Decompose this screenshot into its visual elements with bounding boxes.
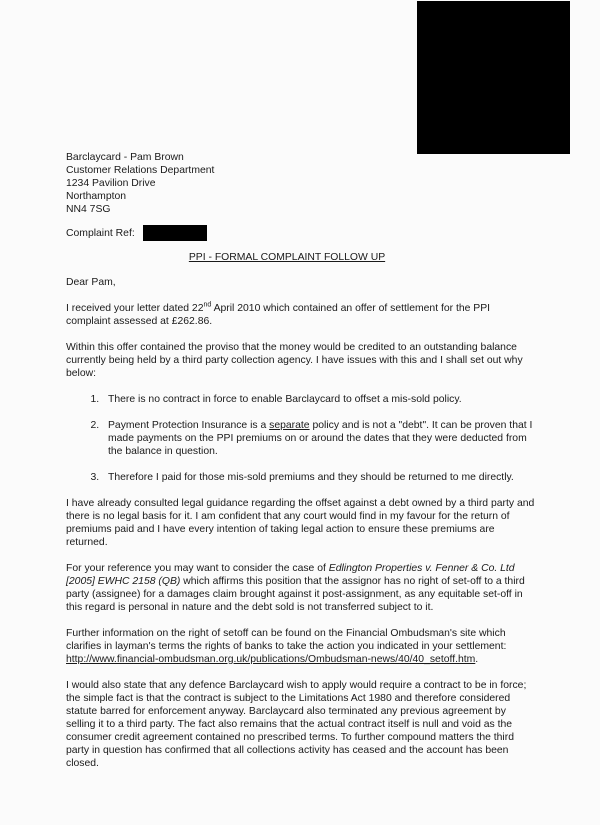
paragraph-6: I would also state that any defence Barclaycard wish to apply would require a contract to be in force; the simple fact is that the contract is subject to the Limitations Act 1980 and therefore considered statute barred for enforcement anyway. Barclaycard also terminated any previous agreement by selling it to a third party. The fact also remains that the actual contract itself is null and void as the consumer credit agreement contained no prescribed terms. To further compound matters the third party in question has confirmed that all collections activity has ceased and the account has been closed. bbox=[66, 680, 527, 769]
list-item bbox=[102, 419, 536, 458]
issues-list bbox=[66, 393, 536, 484]
subject-heading: PPI - FORMAL COMPLAINT FOLLOW UP bbox=[188, 252, 386, 263]
salutation: Dear Pam, bbox=[66, 277, 116, 288]
redacted-block bbox=[417, 1, 570, 154]
p4-text-b: which affirms this position that the assignor has no right of set-off to a third party (assignee) for a damages claim brought against it post-assignment, as any equitable set-off in this regard is personal in nature and the debt sold is not transferred subject to it. bbox=[66, 576, 525, 613]
p5-text-a: Further information on the right of setoff can be found on the Financial Ombudsman's site which clarifies in layman's terms the rights of banks to take the action you indicated in your settlement: bbox=[66, 628, 507, 652]
paragraph-1 bbox=[66, 302, 536, 328]
item2-underlined: separate bbox=[269, 420, 310, 431]
redacted-ref bbox=[143, 225, 207, 241]
item2-text-a: Payment Protection Insurance is a bbox=[108, 420, 270, 431]
p4-text-a: For your reference you may want to consider the case of bbox=[66, 563, 329, 574]
letter-body bbox=[66, 276, 536, 783]
complaint-ref-label: Complaint Ref: bbox=[66, 227, 135, 239]
paragraph-2: Within this offer contained the proviso that the money would be credited to an outstanding balance currently being held by a third party collection agency. I have issues with this and I shall set out why below: bbox=[66, 342, 523, 379]
address-line: Customer Relations Department bbox=[66, 165, 215, 176]
case-citation: Edlington Properties v. Fenner & Co. Ltd [2005] EWHC 2158 (QB) bbox=[66, 563, 515, 587]
list-item: 3. Therefore I paid for those mis-sold premiums and they should be returned to me directly. bbox=[102, 471, 536, 484]
p5-text-b: . bbox=[475, 654, 479, 665]
address-line: Barclaycard - Pam Brown bbox=[66, 152, 184, 163]
paragraph-5 bbox=[66, 627, 536, 666]
p1-sup: nd bbox=[203, 301, 212, 309]
recipient-address bbox=[66, 151, 214, 216]
complaint-ref bbox=[66, 225, 207, 241]
p1-text-b: April 2010 which contained an offer of settlement for the PPI complaint assessed at £262.86. bbox=[66, 303, 491, 327]
p1-text-a: I received your letter dated 22 bbox=[66, 303, 204, 314]
ombudsman-link[interactable]: http://www.financial-ombudsman.org.uk/publications/Ombudsman-news/40/40_setoff.htm bbox=[66, 654, 476, 665]
paragraph-4 bbox=[66, 562, 536, 614]
paragraph-3: I have already consulted legal guidance regarding the offset against a debt owned by a third party and there is no legal basis for it. I am confident that any court would find in my favour for the return of premiums paid and I have every intention of taking legal action to ensure these premiums are returned. bbox=[66, 498, 535, 548]
item2-text-b: policy and is not a "debt". It can be proven that I made payments on the PPI premiums on or around the dates that they were deducted from the balance in question. bbox=[108, 420, 533, 457]
address-line: Northampton bbox=[66, 191, 127, 202]
address-line: 1234 Pavilion Drive bbox=[66, 178, 156, 189]
address-line: NN4 7SG bbox=[66, 204, 111, 215]
list-item: 1. There is no contract in force to enable Barclaycard to offset a mis-sold policy. bbox=[102, 393, 536, 406]
